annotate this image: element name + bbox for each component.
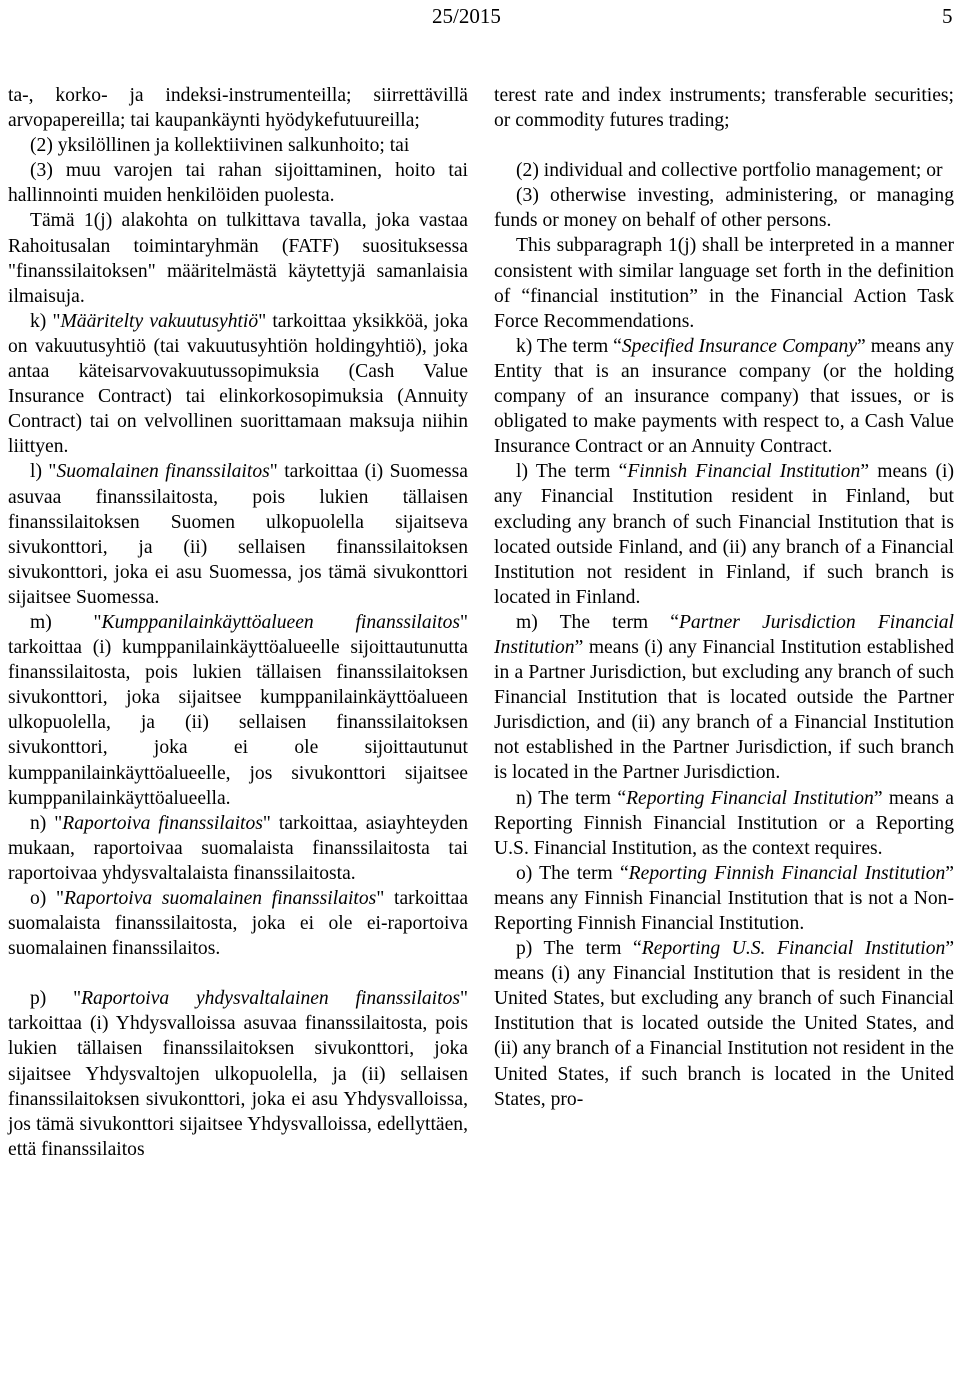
definition-fi-o: o) "Raportoiva suomalainen finanssilaitos" tarkoittaa suomalaista finanssilaitosta, joka ei ole ei-raportoiva suomalainen finanssilaitos. [8, 888, 469, 960]
definition-fi-l: l) "Suomalainen finanssilaitos" tarkoittaa (i) Suomessa asuvaa finanssilaitosta, pois lukien tällaisen finanssilaitoksen Suomen ulkopuolella sijaitseva sivukonttori, ja (ii) sellaisen finanssilaitoksen sivukonttori, joka ei asu Suomessa, jos tämä sivukonttori sijaitsee Suomessa. [8, 461, 469, 608]
paragraph-en-1: terest rate and index instruments; transferable securities; or commodity futures trading; [494, 85, 954, 132]
defined-term: Specified Insurance Company [621, 335, 858, 357]
page-header [0, 0, 960, 36]
definition-en-n: n) The term “Reporting Financial Institution” means a Reporting Finnish Financial Institution or a Reporting U.S. Financial Institution, as the context requires. [494, 787, 954, 859]
defined-term: Kumppanilainkäyttöalueen finanssilaitos [101, 611, 460, 633]
page-number: 5 [942, 4, 953, 28]
paragraph-en-4: This subparagraph 1(j) shall be interpreted in a manner consistent with similar language set forth in the definition of “financial institution” in the Financial Action Task Force Recommendations. [494, 235, 954, 332]
definition-fi-k: k) "Määritelty vakuutusyhtiö" tarkoittaa yksikköä, joka on vakuutusyhtiö (tai vakuutusyhtiön holdingyhtiö), joka antaa käteisarvovakuutussopimuksia (Cash Value Insurance Contract) tai elinkorkosopimuksia (Annuity Contract) tai on velvollinen suorittamaan maksuja niihin liittyen. [8, 310, 469, 458]
english-column [494, 83, 954, 1112]
defined-term: Reporting Finnish Financial Institution [628, 862, 946, 884]
paragraph-fi-1: ta-, korko- ja indeksi-instrumenteilla; siirrettävillä arvopapereilla; tai kaupankäynti hyödykefutuureilla; [8, 85, 468, 132]
definition-fi-p: p) "Raportoiva yhdysvaltalainen finanssilaitos" tarkoittaa (i) Yhdysvalloissa asuvaa finanssilaitosta, pois lukien tällaisen finanssilaitoksen sivukonttori, joka sijaitsee Yhdysvaltojen ulkopuolella, ja (ii) sellaisen finanssilaitoksen sivukonttori, joka ei asu Yhdysvalloissa, jos tämä sivukonttori sijaitsee Yhdysvalloissa, edellyttäen, että finanssilaitos [8, 988, 468, 1160]
paragraph-fi-3: (3) muu varojen tai rahan sijoittaminen, hoito tai hallinnointi muiden henkilöiden puolesta. [8, 160, 468, 207]
definition-en-p: p) The term “Reporting U.S. Financial Institution” means (i) any Financial Institution that is resident in the United States, but excluding any branch of such Financial Institution that is located outside the United States, and (ii) any branch of a Financial Institution not resident in the United States, if such branch is located in the United States, pro- [494, 938, 955, 1110]
defined-term: Partner Jurisdiction Financial Institution [494, 611, 955, 658]
definition-en-m: m) The term “Partner Jurisdiction Financial Institution” means (i) any Financial Institution established in a Partner Jurisdiction, but excluding any branch of such Financial Institution that is located outside the Partner Jurisdiction, and (ii) any branch of a Financial Institution not established in the Partner Jurisdiction, if such branch is located in the Partner Jurisdiction. [494, 611, 955, 784]
defined-term: Finnish Financial Institution [627, 461, 861, 483]
definition-en-k: k) The term “Specified Insurance Company” means any Entity that is an insurance company (or the holding company of an insurance company) that issues, or is obligated to make payments with respect to, a Cash Value Insurance Contract or an Annuity Contract. [494, 335, 954, 458]
paragraph-fi-2: (2) yksilöllinen ja kollektiivinen salkunhoito; tai [30, 135, 410, 157]
definition-en-l: l) The term “Finnish Financial Institution” means (i) any Financial Institution resident in Finland, but excluding any branch of such Financial Institution that is located outside Finland, and (ii) any branch of a Financial Institution not resident in Finland, if such branch is located in Finland. [494, 461, 955, 608]
definition-fi-m: m) "Kumppanilainkäyttöalueen finanssilaitos" tarkoittaa (i) kumppanilainkäyttöalueelle sijoittautunutta finanssilaitosta, pois lukien tällaisen finanssilaitoksen sivukonttori, joka sijaitsee kumppanilainkäyttöalueen ulkopuolella, ja (ii) sellaisen finanssilaitoksen sivukonttori, joka ei ole sijoittautunut kumppanilainkäyttöalueelle, jos sivukonttori sijaitsee kumppanilainkäyttöalueella. [8, 611, 468, 809]
defined-term: Suomalainen finanssilaitos [56, 461, 270, 483]
finnish-column [8, 83, 468, 1162]
defined-term: Raportoiva suomalainen finanssilaitos [64, 888, 377, 909]
defined-term: Reporting Financial Institution [626, 787, 874, 809]
defined-term: Raportoiva yhdysvaltalainen finanssilaitos [81, 988, 460, 1010]
paragraph-fi-4: Tämä 1(j) alakohta on tulkittava tavalla, joka vastaa Rahoitusalan toimintaryhmän (FATF) suosituksessa "finanssilaitoksen" määritelmästä käytettyjä samanlaisia ilmaisuja. [8, 210, 468, 307]
defined-term: Määritelty vakuutusyhtiö [60, 310, 259, 332]
paragraph-en-2: (2) individual and collective portfolio management; or [516, 160, 943, 182]
definition-fi-n: n) "Raportoiva finanssilaitos" tarkoittaa, asiayhteyden mukaan, raportoivaa suomalaista finanssilaitosta tai raportoivaa yhdysvaltalaista finanssilaitosta. [8, 812, 468, 884]
paragraph-en-3: (3) otherwise investing, administering, or managing funds or money on behalf of other persons. [494, 185, 954, 232]
issue-number: 25/2015 [432, 4, 501, 28]
definition-en-o: o) The term “Reporting Finnish Financial Institution” means any Finnish Financial Institution that is not a Non-Reporting Finnish Financial Institution. [494, 862, 954, 934]
defined-term: Reporting U.S. Financial Institution [641, 938, 946, 960]
defined-term: Raportoiva finanssilaitos [62, 812, 263, 834]
